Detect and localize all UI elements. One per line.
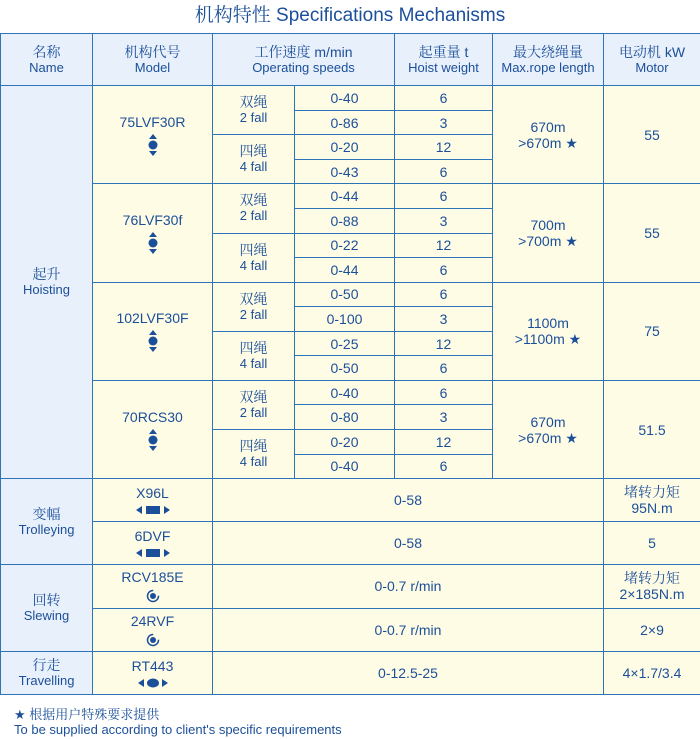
spec-table: [0, 33, 700, 695]
speed-value: 0-58: [213, 522, 604, 565]
rope-cell: 670m >670m ★: [493, 380, 604, 478]
table-row: [1, 565, 700, 608]
fall-label: 双绳 2 fall: [213, 86, 295, 135]
model-cell: [93, 522, 213, 565]
hoist-updown-icon: [146, 429, 160, 451]
footnote-en: To be supplied according to client's specific requirements: [14, 722, 342, 737]
model-cell: [93, 380, 213, 478]
table-row: [1, 608, 700, 651]
speed-value: 0-22: [295, 233, 395, 258]
table-row: [1, 380, 700, 405]
weight-value: 12: [395, 135, 493, 160]
table-row: [1, 479, 700, 522]
table-row: [1, 522, 700, 565]
slewing-rotate-icon: [146, 633, 160, 647]
category-travelling: 行走 Travelling: [1, 651, 93, 694]
hoist-updown-icon: [146, 330, 160, 352]
header-name: 名称 Name: [1, 34, 93, 86]
hoist-updown-icon: [146, 232, 160, 254]
table-row: [1, 86, 700, 111]
category-trolleying: 变幅 Trolleying: [1, 479, 93, 565]
speed-value: 0-44: [295, 258, 395, 283]
motor-value: 75: [604, 282, 700, 380]
weight-value: 12: [395, 331, 493, 356]
model-cell: [93, 479, 213, 522]
speed-value: 0-40: [295, 86, 395, 111]
motor-cell: 5: [604, 522, 700, 565]
fall-label: 双绳 2 fall: [213, 380, 295, 429]
model-cell: [93, 565, 213, 608]
speed-value: 0-25: [295, 331, 395, 356]
rope-cell: 1100m >1100m ★: [493, 282, 604, 380]
weight-value: 3: [395, 405, 493, 430]
model-name: X96L: [136, 485, 169, 502]
header-weight: 起重量 t Hoist weight: [395, 34, 493, 86]
fall-label: 双绳 2 fall: [213, 282, 295, 331]
model-name: RT443: [131, 657, 174, 674]
speed-value: 0-88: [295, 208, 395, 233]
weight-value: 3: [395, 110, 493, 135]
footnote: [14, 707, 342, 737]
motor-value: 55: [604, 86, 700, 184]
rope-cell: 670m >670m ★: [493, 86, 604, 184]
table-row: [1, 282, 700, 307]
header-model: 机构代号 Model: [93, 34, 213, 86]
weight-value: 3: [395, 208, 493, 233]
weight-value: 6: [395, 282, 493, 307]
fall-label: 四绳 4 fall: [213, 331, 295, 380]
model-name: 24RVF: [130, 612, 175, 629]
trolley-leftright-icon: [136, 505, 170, 515]
speed-value: 0-50: [295, 282, 395, 307]
speed-value: 0-100: [295, 307, 395, 332]
category-slewing: 回转 Slewing: [1, 565, 93, 651]
weight-value: 12: [395, 233, 493, 258]
speed-value: 0-43: [295, 159, 395, 184]
rope-cell: 700m >700m ★: [493, 184, 604, 282]
model-name: 6DVF: [134, 528, 171, 545]
speed-value: 0-0.7 r/min: [213, 565, 604, 608]
header-row: [1, 34, 700, 86]
model-name: 102LVF30F: [116, 310, 189, 327]
fall-label: 四绳 4 fall: [213, 135, 295, 184]
model-cell: [93, 608, 213, 651]
weight-value: 6: [395, 380, 493, 405]
model-name: 70RCS30: [122, 408, 183, 425]
header-rope: 最大绕绳量 Max.rope length: [493, 34, 604, 86]
fall-label: 双绳 2 fall: [213, 184, 295, 233]
fall-label: 四绳 4 fall: [213, 233, 295, 282]
model-cell: [93, 282, 213, 380]
speed-value: 0-50: [295, 356, 395, 381]
speed-value: 0-44: [295, 184, 395, 209]
weight-value: 6: [395, 86, 493, 111]
travel-leftright-icon: [138, 678, 168, 688]
motor-cell: 2×9: [604, 608, 700, 651]
weight-value: 6: [395, 454, 493, 479]
trolley-leftright-icon: [136, 548, 170, 558]
model-name: 75LVF30R: [119, 113, 186, 130]
hoist-updown-icon: [146, 134, 160, 156]
motor-value: 51.5: [604, 380, 700, 478]
speed-value: 0-58: [213, 479, 604, 522]
weight-value: 12: [395, 430, 493, 455]
weight-value: 6: [395, 184, 493, 209]
table-row: [1, 184, 700, 209]
model-cell: [93, 184, 213, 282]
speed-value: 0-0.7 r/min: [213, 608, 604, 651]
speed-value: 0-80: [295, 405, 395, 430]
slewing-rotate-icon: [146, 589, 160, 603]
model-name: 76LVF30f: [122, 212, 183, 229]
footnote-zh: ★ 根据用户特殊要求提供: [14, 707, 160, 722]
page-title: 机构特性 Specifications Mechanisms: [194, 5, 506, 26]
model-cell: [93, 86, 213, 184]
motor-value: 55: [604, 184, 700, 282]
model-cell: [93, 651, 213, 694]
model-name: RCV185E: [121, 569, 184, 586]
weight-value: 3: [395, 307, 493, 332]
speed-value: 0-40: [295, 380, 395, 405]
weight-value: 6: [395, 159, 493, 184]
speed-value: 0-12.5-25: [213, 651, 604, 694]
speed-value: 0-20: [295, 135, 395, 160]
header-motor: 电动机 kW Motor: [604, 34, 700, 86]
speed-value: 0-20: [295, 430, 395, 455]
category-hoisting: 起升 Hoisting: [1, 86, 93, 479]
motor-cell: 堵转力矩 95N.m: [604, 479, 700, 522]
motor-cell: 堵转力矩 2×185N.m: [604, 565, 700, 608]
speed-value: 0-40: [295, 454, 395, 479]
speed-value: 0-86: [295, 110, 395, 135]
weight-value: 6: [395, 356, 493, 381]
motor-value: 4×1.7/3.4: [604, 651, 700, 694]
fall-label: 四绳 4 fall: [213, 430, 295, 479]
table-row: [1, 651, 700, 694]
header-speed: 工作速度 m/min Operating speeds: [213, 34, 395, 86]
weight-value: 6: [395, 258, 493, 283]
